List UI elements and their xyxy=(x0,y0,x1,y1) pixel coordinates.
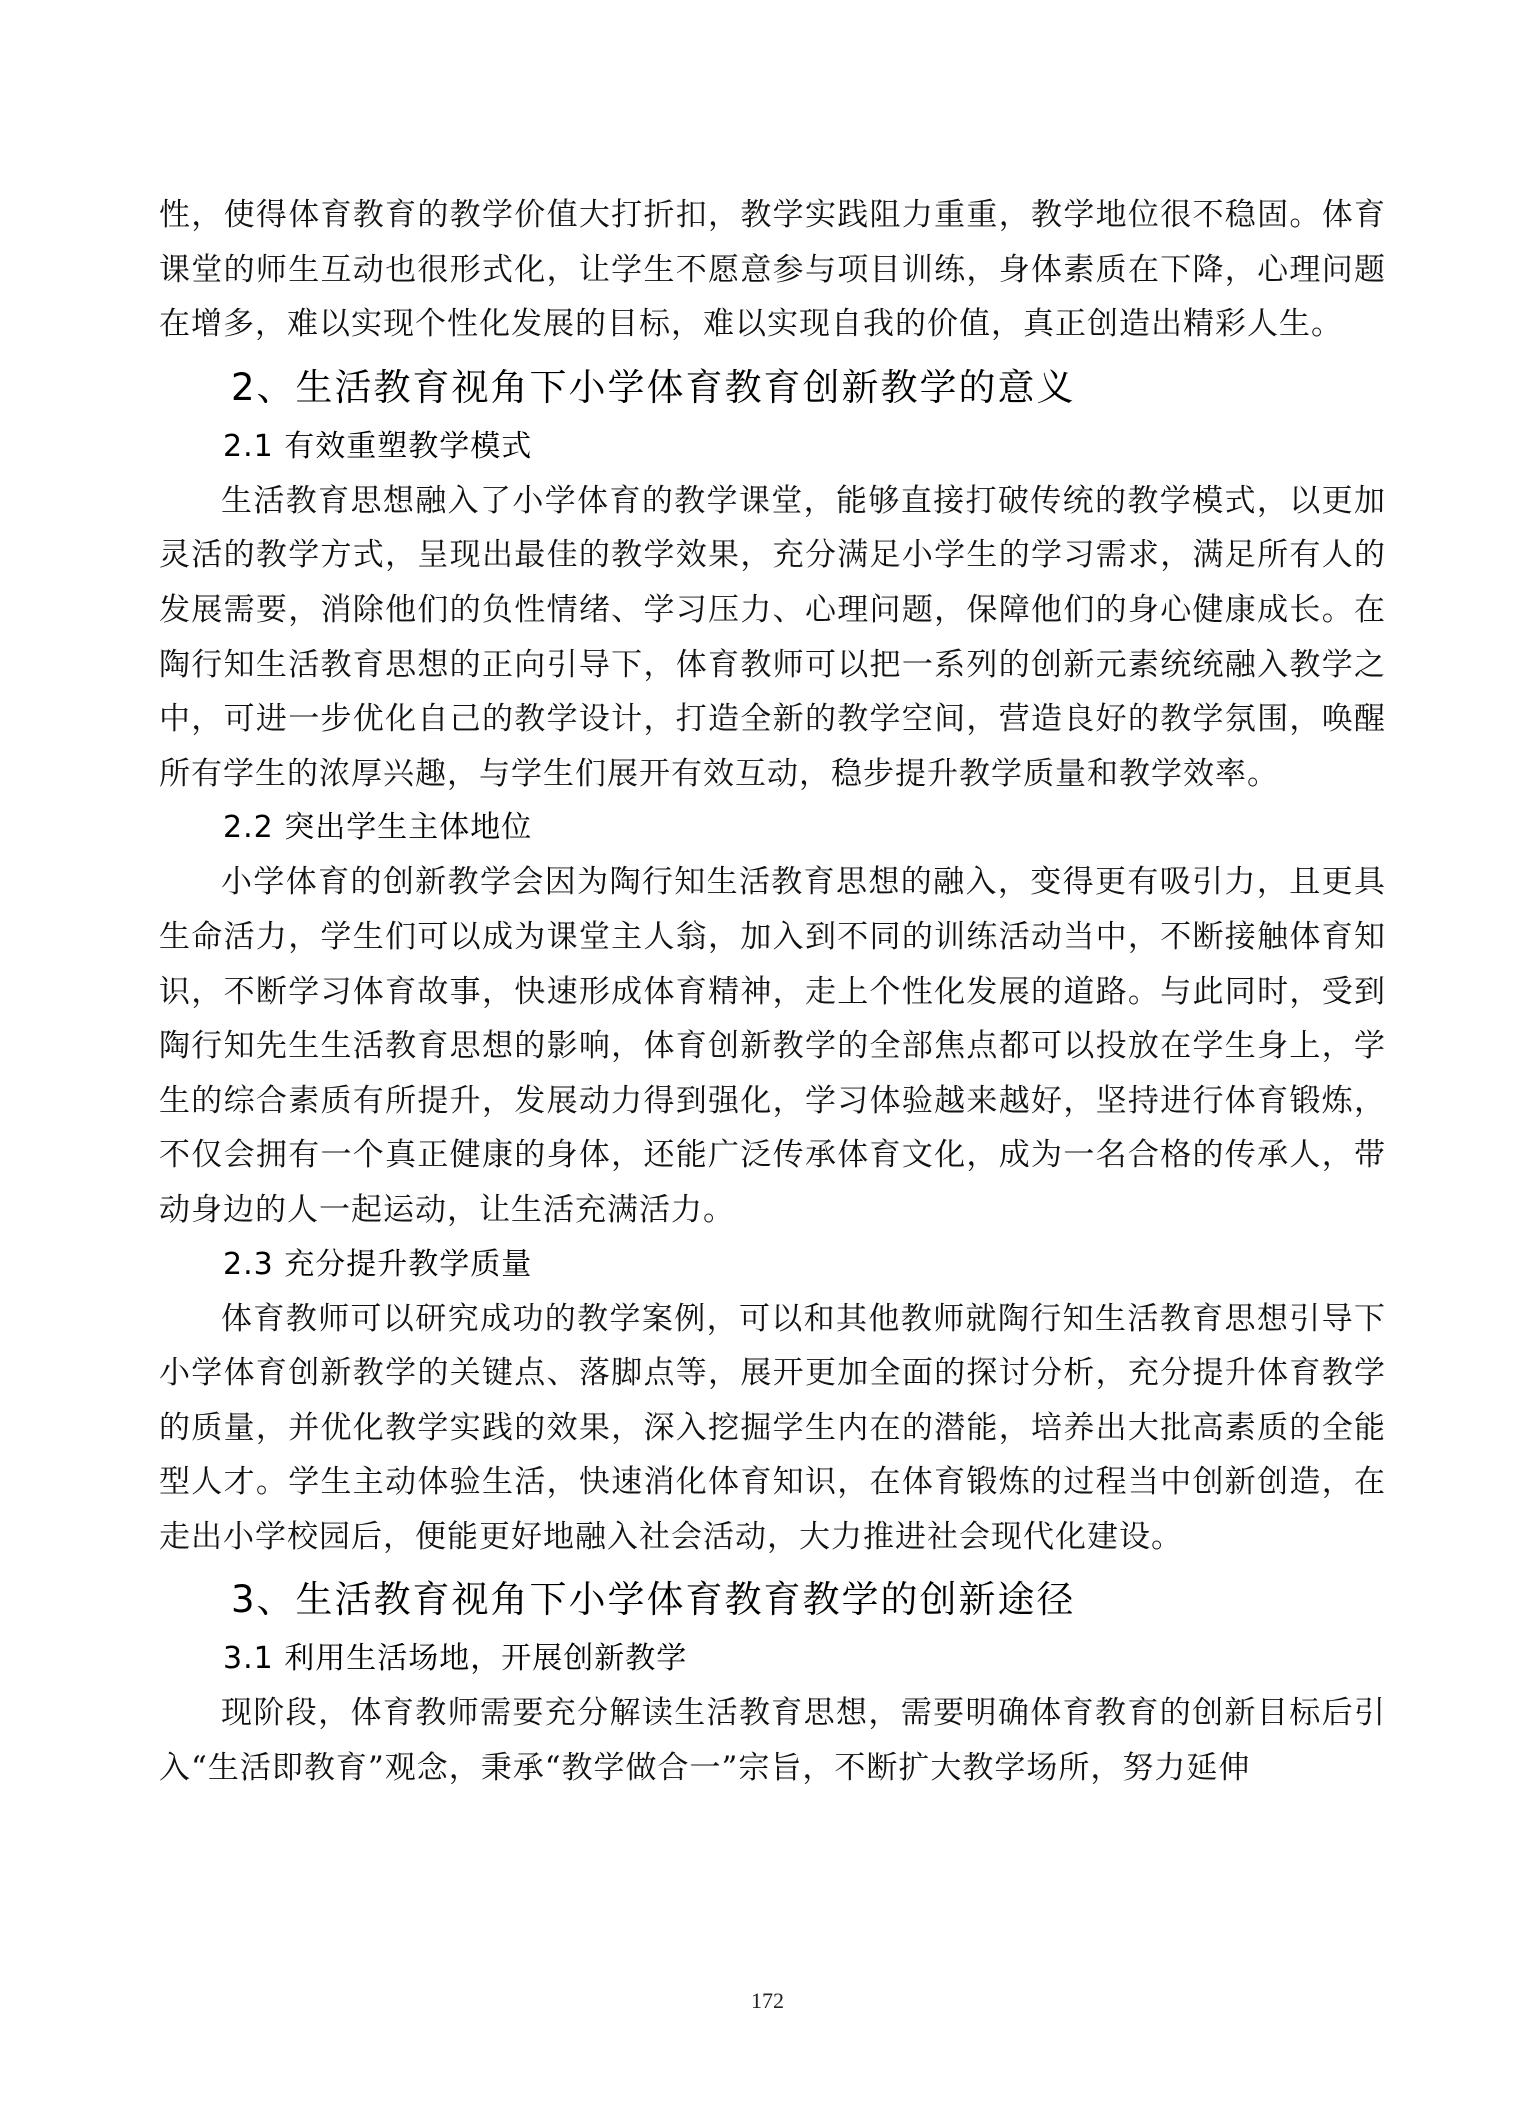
section-heading: 2、生活教育视角下小学体育教育创新教学的意义 xyxy=(231,365,1076,409)
subsection-heading: 2.3 充分提升教学质量 xyxy=(223,1246,533,1282)
paragraph: 生活教育思想融入了小学体育的教学课堂，能够直接打破传统的教学模式，以更加灵活的教学方式，呈现出最佳的教学效果，充分满足小学生的学习需求，满足所有人的发展需要，消除他们的负性情绪、学习压力、心理问题，保障他们的身心健康成长。在陶行知生活教育思想的正向引导下，体育教师可以把一系列的创新元素统统融入教学之中，可进一步优化自己的教学设计，打造全新的教学空间，营造良好的教学氛围，唤醒所有学生的浓厚兴趣，与学生们展开有效互动，稳步提升教学质量和教学效率。 xyxy=(159,482,1386,792)
subsection-heading: 2.1 有效重塑教学模式 xyxy=(223,428,533,464)
page-number: 172 xyxy=(751,1988,784,2013)
paragraph: 现阶段，体育教师需要充分解读生活教育思想，需要明确体育教育的创新目标后引入“生活即教育”观念，秉承“教学做合一”宗旨，不断扩大教学场所，努力延伸 xyxy=(159,1695,1386,1787)
page-body xyxy=(159,188,1386,1796)
subsection-heading: 3.1 利用生活场地，开展创新教学 xyxy=(223,1641,688,1677)
paragraph: 小学体育的创新教学会因为陶行知生活教育思想的融入，变得更有吸引力，且更具生命活力，学生们可以成为课堂主人翁，加入到不同的训练活动当中，不断接触体育知识，不断学习体育故事，快速形成体育精神，走上个性化发展的道路。与此同时，受到陶行知先生生活教育思想的影响，体育创新教学的全部焦点都可以投放在学生身上，学生的综合素质有所提升，发展动力得到强化，学习体验越来越好，坚持进行体育锻炼，不仅会拥有一个真正健康的身体，还能广泛传承体育文化，成为一名合格的传承人，带动身边的人一起运动，让生活充满活力。 xyxy=(159,864,1386,1228)
section-heading: 3、生活教育视角下小学体育教育教学的创新途径 xyxy=(231,1578,1076,1622)
paragraph: 性，使得体育教育的教学价值大打折扣，教学实践阻力重重，教学地位很不稳固。体育课堂的师生互动也很形式化，让学生不愿意参与项目训练，身体素质在下降，心理问题在增多，难以实现个性化发展的目标，难以实现自我的价值，真正创造出精彩人生。 xyxy=(159,197,1386,343)
subsection-heading: 2.2 突出学生主体地位 xyxy=(223,810,533,846)
paragraph: 体育教师可以研究成功的教学案例，可以和其他教师就陶行知生活教育思想引导下小学体育创新教学的关键点、落脚点等，展开更加全面的探讨分析，充分提升体育教学的质量，并优化教学实践的效果，深入挖掘学生内在的潜能，培养出大批高素质的全能型人才。学生主动体验生活，快速消化体育知识，在体育锻炼的过程当中创新创造，在走出小学校园后，便能更好地融入社会活动，大力推进社会现代化建设。 xyxy=(159,1300,1386,1555)
